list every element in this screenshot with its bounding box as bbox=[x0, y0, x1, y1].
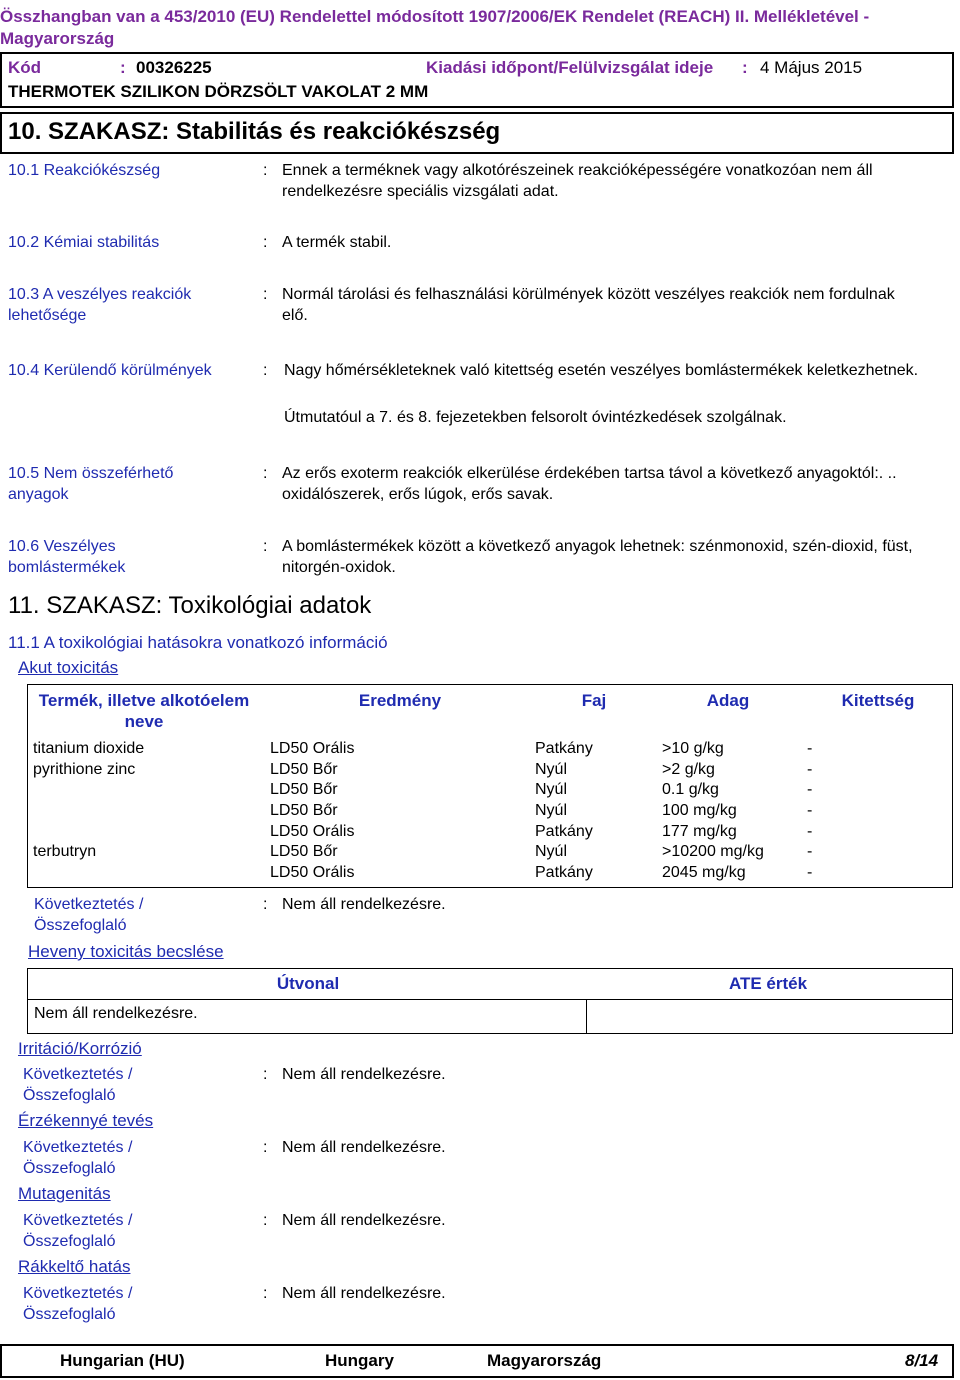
item-10-6-value: A bomlástermékek között a következő anyagok lehetnek: szénmonoxid, szén-dioxid, füst, nitorgén-oxidok. bbox=[282, 538, 913, 576]
table-cell-exposure: - bbox=[807, 781, 813, 798]
carcinogenicity-heading: Rákkeltő hatás bbox=[18, 1257, 131, 1276]
item-10-1-label: 10.1 Reakciókészség bbox=[8, 162, 161, 179]
table-cell-exposure: - bbox=[807, 864, 813, 881]
table-cell-result: LD50 Orális bbox=[270, 864, 355, 881]
table-cell-name: titanium dioxide bbox=[33, 740, 145, 757]
table-cell-species: Nyúl bbox=[535, 843, 568, 860]
table-cell-dose: 177 mg/kg bbox=[662, 823, 737, 840]
ate-table-divider bbox=[27, 999, 953, 1000]
table-header-dose: Adag bbox=[706, 691, 750, 710]
mutagenicity-value: Nem áll rendelkezésre. bbox=[282, 1212, 446, 1229]
table-cell-result: LD50 Bőr bbox=[270, 761, 338, 778]
sensitisation-conclusion-label: Következtetés / Összefoglaló bbox=[23, 1139, 133, 1177]
table-header-species: Faj bbox=[581, 691, 607, 710]
code-value: 00326225 bbox=[136, 58, 212, 77]
table-cell-exposure: - bbox=[807, 761, 813, 778]
code-label: Kód bbox=[8, 58, 42, 77]
table-cell-species: Nyúl bbox=[535, 761, 568, 778]
item-10-1-sep: : bbox=[263, 162, 268, 179]
mutagenicity-sep: : bbox=[263, 1212, 268, 1229]
item-10-5-sep: : bbox=[263, 465, 268, 482]
acute-conclusion-sep: : bbox=[263, 896, 268, 913]
acute-conclusion-label: Következtetés / Összefoglaló bbox=[34, 896, 144, 934]
mutagenicity-conclusion-label: Következtetés / Összefoglaló bbox=[23, 1212, 133, 1250]
table-cell-exposure: - bbox=[807, 802, 813, 819]
item-10-3-label: 10.3 A veszélyes reakciók lehetősége bbox=[8, 286, 192, 324]
ate-heading: Heveny toxicitás becslése bbox=[28, 942, 224, 961]
regulation-title: Összhangban van a 453/2010 (EU) Rendelettel módosított 1907/2006/EK Rendelet (REACH) II. Mellékletével - Magyarország bbox=[0, 7, 870, 48]
section-10-title: 10. SZAKASZ: Stabilitás és reakciókészség bbox=[8, 118, 501, 145]
table-cell-dose: 100 mg/kg bbox=[662, 802, 737, 819]
issue-date-label: Kiadási időpont/Felülvizsgálat ideje bbox=[426, 58, 714, 77]
irritation-sep: : bbox=[263, 1066, 268, 1083]
acute-toxicity-heading: Akut toxicitás bbox=[18, 658, 119, 677]
table-cell-dose: >2 g/kg bbox=[662, 761, 715, 778]
table-cell-species: Nyúl bbox=[535, 781, 568, 798]
code-sep: : bbox=[120, 58, 126, 77]
item-10-1-value: Ennek a terméknek vagy alkotórészeinek reakcióképességére vonatkozóan nem áll rendelkezésre speciális vizsgálati adat. bbox=[282, 162, 873, 200]
table-cell-result: LD50 Orális bbox=[270, 740, 355, 757]
table-cell-exposure: - bbox=[807, 823, 813, 840]
carcinogenicity-conclusion-label: Következtetés / Összefoglaló bbox=[23, 1285, 133, 1323]
carcinogenicity-value: Nem áll rendelkezésre. bbox=[282, 1285, 446, 1302]
item-10-4-label: 10.4 Kerülendő körülmények bbox=[8, 362, 212, 379]
table-cell-dose: 2045 mg/kg bbox=[662, 864, 746, 881]
table-cell-dose: >10200 mg/kg bbox=[662, 843, 764, 860]
table-cell-species: Patkány bbox=[535, 864, 593, 881]
table-cell-dose: >10 g/kg bbox=[662, 740, 724, 757]
sensitisation-sep: : bbox=[263, 1139, 268, 1156]
ate-header-value: ATE érték bbox=[728, 974, 808, 993]
sensitisation-value: Nem áll rendelkezésre. bbox=[282, 1139, 446, 1156]
table-cell-dose: 0.1 g/kg bbox=[662, 781, 719, 798]
item-10-6-label: 10.6 Veszélyes bomlástermékek bbox=[8, 538, 126, 576]
product-name: THERMOTEK SZILIKON DÖRZSÖLT VAKOLAT 2 MM bbox=[8, 82, 429, 101]
item-10-3-value: Normál tárolási és felhasználási körülmények között veszélyes reakciók nem fordulnak elő. bbox=[282, 286, 895, 324]
item-10-2-label: 10.2 Kémiai stabilitás bbox=[8, 234, 160, 251]
footer-language: Hungarian (HU) bbox=[60, 1351, 185, 1370]
ate-table-col-divider bbox=[586, 999, 587, 1034]
sensitisation-heading: Érzékennyé tevés bbox=[18, 1111, 154, 1130]
issue-date-value: 4 Május 2015 bbox=[760, 58, 863, 77]
table-header-result: Eredmény bbox=[358, 691, 442, 710]
item-10-4-value: Nagy hőmérsékleteknek való kitettség esetén veszélyes bomlástermékek keletkezhetnek. bbox=[284, 362, 919, 379]
item-10-5-label: 10.5 Nem összeférhető anyagok bbox=[8, 465, 174, 503]
ate-row-text: Nem áll rendelkezésre. bbox=[34, 1005, 198, 1022]
table-cell-result: LD50 Orális bbox=[270, 823, 355, 840]
table-cell-species: Patkány bbox=[535, 740, 593, 757]
table-cell-result: LD50 Bőr bbox=[270, 843, 338, 860]
table-header-exposure: Kitettség bbox=[841, 691, 915, 710]
item-10-2-value: A termék stabil. bbox=[282, 234, 392, 251]
issue-date-sep: : bbox=[742, 58, 748, 77]
ate-header-route: Útvonal bbox=[276, 974, 340, 993]
irritation-conclusion-label: Következtetés / Összefoglaló bbox=[23, 1066, 133, 1104]
mutagenicity-heading: Mutagenitás bbox=[18, 1184, 111, 1203]
item-10-6-sep: : bbox=[263, 538, 268, 555]
table-cell-species: Patkány bbox=[535, 823, 593, 840]
footer-country-local: Magyarország bbox=[487, 1351, 602, 1370]
acute-conclusion-value: Nem áll rendelkezésre. bbox=[282, 896, 446, 913]
table-cell-result: LD50 Bőr bbox=[270, 802, 338, 819]
table-cell-name: terbutryn bbox=[33, 843, 97, 860]
item-10-4-value-2: Útmutatóul a 7. és 8. fejezetekben felsorolt óvintézkedések szolgálnak. bbox=[284, 409, 787, 426]
irritation-value: Nem áll rendelkezésre. bbox=[282, 1066, 446, 1083]
carcinogenicity-sep: : bbox=[263, 1285, 268, 1302]
footer-country: Hungary bbox=[325, 1351, 394, 1370]
irritation-heading: Irritáció/Korrózió bbox=[18, 1039, 142, 1058]
table-header-name: Termék, illetve alkotóelem neve bbox=[38, 691, 250, 731]
item-10-4-sep: : bbox=[263, 362, 268, 379]
footer-page-number: 8/14 bbox=[905, 1351, 939, 1370]
section-11-title: 11. SZAKASZ: Toxikológiai adatok bbox=[8, 592, 372, 619]
section-11-subtitle: 11.1 A toxikológiai hatásokra vonatkozó információ bbox=[8, 633, 388, 652]
table-cell-species: Nyúl bbox=[535, 802, 568, 819]
item-10-3-sep: : bbox=[263, 286, 268, 303]
table-cell-name: pyrithione zinc bbox=[33, 761, 136, 778]
item-10-2-sep: : bbox=[263, 234, 268, 251]
table-cell-result: LD50 Bőr bbox=[270, 781, 338, 798]
item-10-5-value: Az erős exoterm reakciók elkerülése érdekében tartsa távol a következő anyagoktól:. .. oxidálószerek, erős lúgok, erős savak. bbox=[282, 465, 897, 503]
table-cell-exposure: - bbox=[807, 740, 813, 757]
table-cell-exposure: - bbox=[807, 843, 813, 860]
